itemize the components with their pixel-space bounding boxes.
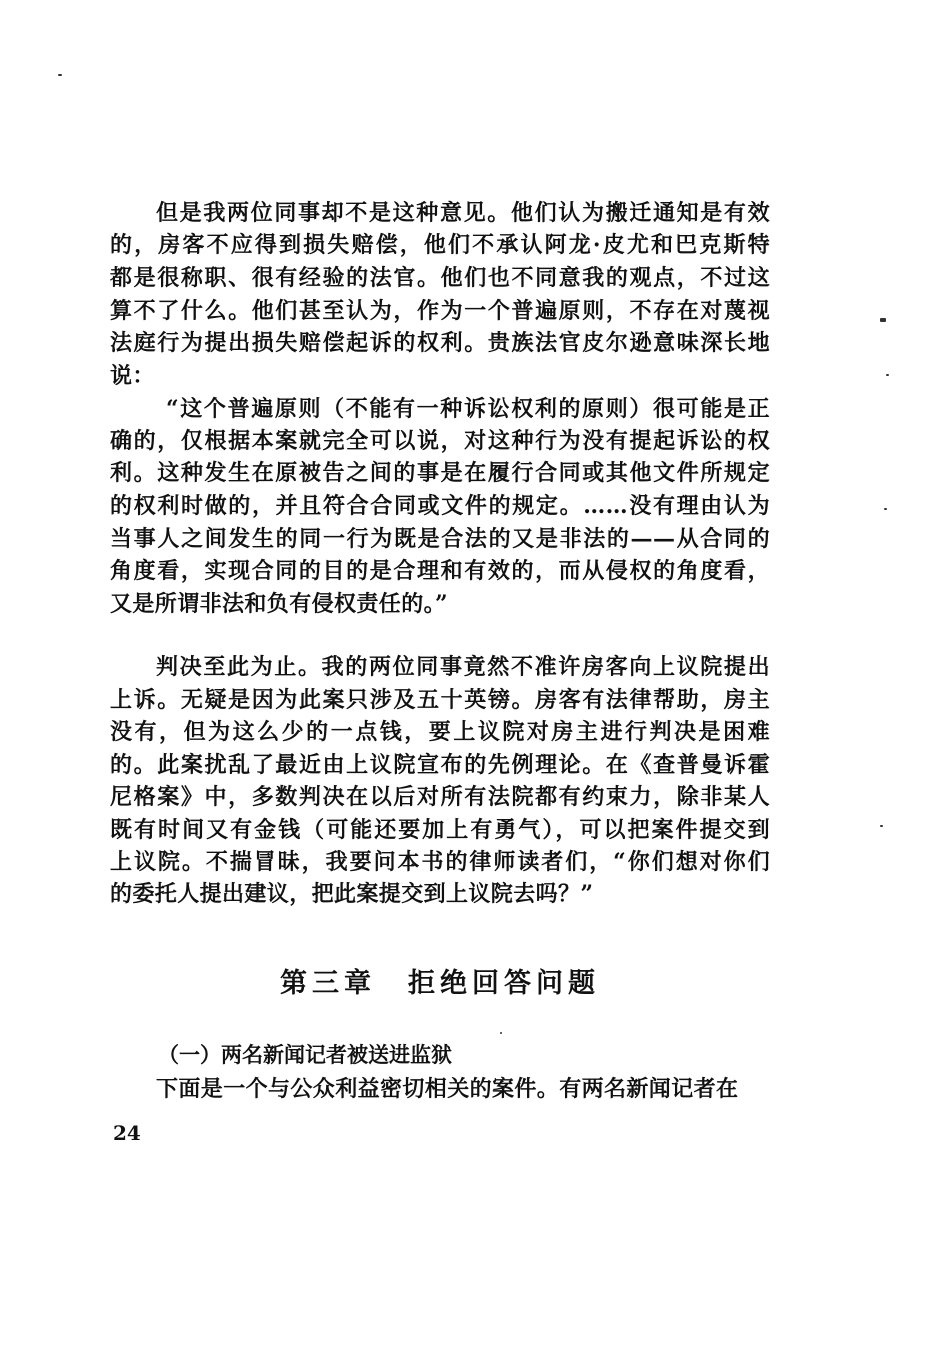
quote-line-7: 又是所谓非法和负有侵权责任的。” <box>110 591 449 617</box>
quote-line-1: “这个普遍原则（不能有一种诉讼权利的原则）很可能是正 <box>166 396 770 422</box>
scan-speck <box>58 74 62 76</box>
paragraph-1-line-5: 法庭行为提出损失赔偿起诉的权利。贵族法官皮尔逊意味深长地 <box>110 330 770 356</box>
quote-line-4: 的权利时做的，并且符合合同或文件的规定。……没有理由认为 <box>110 493 770 519</box>
paragraph-1-line-6: 说： <box>110 363 155 389</box>
scan-speck <box>884 508 887 510</box>
paragraph-1-line-2: 的，房客不应得到损失赔偿，他们不承认阿龙·皮尤和巴克斯特 <box>110 232 770 258</box>
paragraph-1-line-1: 但是我两位同事却不是这种意见。他们认为搬迁通知是有效 <box>156 200 770 226</box>
paragraph-2-line-3: 没有，但为这么少的一点钱，要上议院对房主进行判决是困难 <box>110 719 770 745</box>
scan-speck <box>886 374 889 376</box>
paragraph-1-line-3: 都是很称职、很有经验的法官。他们也不同意我的观点，不过这 <box>110 265 770 291</box>
paragraph-2-line-2: 上诉。无疑是因为此案只涉及五十英镑。房客有法律帮助，房主 <box>110 687 770 713</box>
quote-line-3: 利。这种发生在原被告之间的事是在履行合同或其他文件所规定 <box>110 460 770 486</box>
paragraph-2-line-8: 的委托人提出建议，把此案提交到上议院去吗？” <box>110 881 594 907</box>
paragraph-2-line-4: 的。此案扰乱了最近由上议院宣布的先例理论。在《查普曼诉霍 <box>110 752 770 778</box>
paragraph-2-line-1: 判决至此为止。我的两位同事竟然不准许房客向上议院提出 <box>156 654 770 680</box>
paragraph-2-line-5: 尼格案》中，多数判决在以后对所有法院都有约束力，除非某人 <box>110 784 770 810</box>
scan-speck <box>880 825 883 827</box>
scan-speck <box>880 318 886 322</box>
quote-line-2: 确的，仅根据本案就完全可以说，对这种行为没有提起诉讼的权 <box>110 428 770 454</box>
paragraph-2-line-7: 上议院。不揣冒昧，我要问本书的律师读者们，“你们想对你们 <box>110 849 770 875</box>
paragraph-2-line-6: 既有时间又有金钱（可能还要加上有勇气），可以把案件提交到 <box>110 817 770 843</box>
paragraph-3-line-1: 下面是一个与公众利益密切相关的案件。有两名新闻记者在 <box>156 1076 739 1102</box>
page-number: 24 <box>113 1121 141 1145</box>
quote-line-5: 当事人之间发生的同一行为既是合法的又是非法的——从合同的 <box>110 526 770 552</box>
paragraph-1-line-4: 算不了什么。他们甚至认为，作为一个普遍原则，不存在对蔑视 <box>110 298 770 324</box>
scan-speck <box>500 1032 502 1034</box>
chapter-title: 第三章 拒绝回答问题 <box>280 968 600 999</box>
section-heading: （一）两名新闻记者被送进监狱 <box>158 1043 452 1067</box>
quote-line-6: 角度看，实现合同的目的是合理和有效的，而从侵权的角度看， <box>110 558 770 584</box>
